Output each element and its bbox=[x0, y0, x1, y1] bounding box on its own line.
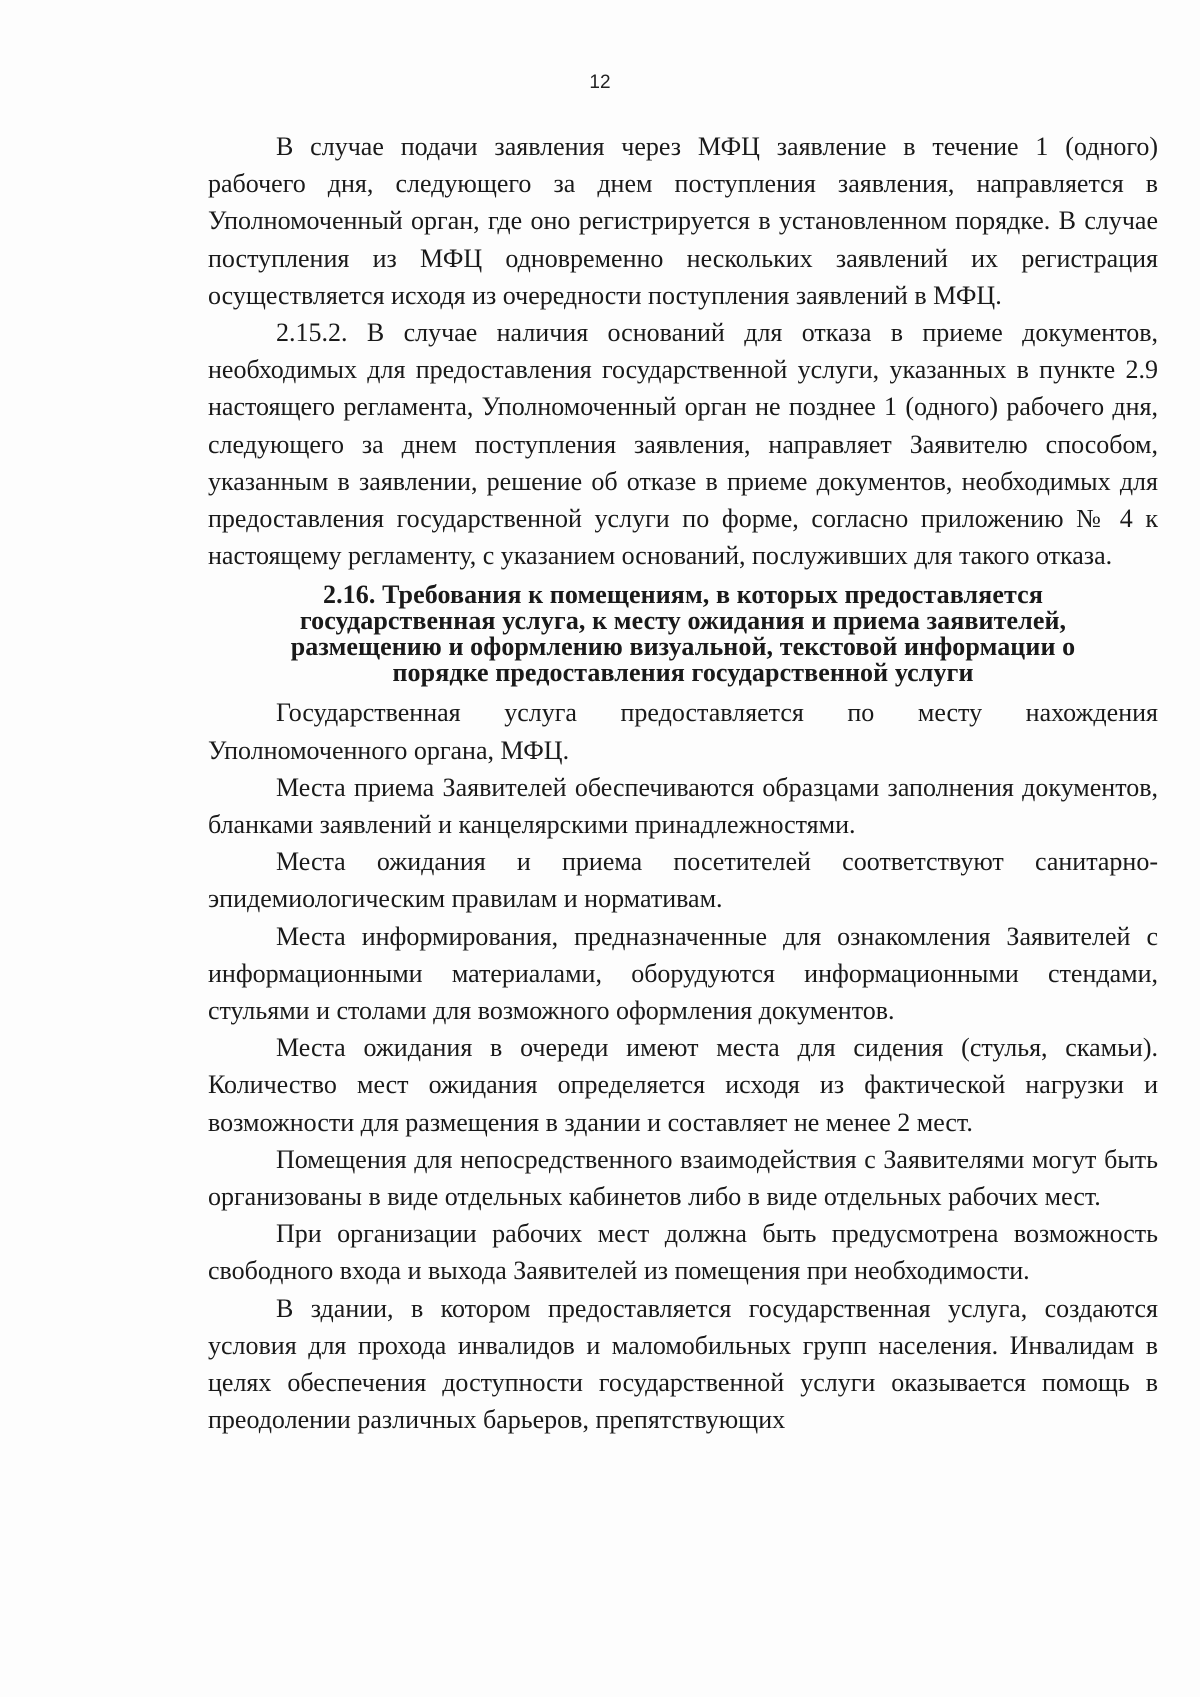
paragraph-2-15-2: 2.15.2. В случае наличия оснований для отказа в приеме документов, необходимых для предоставления государственной услуги, указанных в пункте 2.9 настоящего регламента, Уполномоченный орган не позднее 1 (одного) рабочего дня, следующего за днем поступления заявления, направляет Заявителю способом, указанным в заявлении, решение об отказе в приеме документов, необходимых для предоставления государственной услуги по форме, согласно приложению № 4 к настоящему регламенту, с указанием оснований, послуживших для такого отказа. bbox=[208, 318, 1158, 571]
section-heading-2-16: 2.16. Требования к помещениям, в которых предоставляется государственная услуга, к месту ожидания и приема заявителей, размещению и оформлению визуальной, текстовой информации о порядке предоставления государственной услуги bbox=[290, 580, 1076, 688]
paragraph-workplace-access: При организации рабочих мест должна быть предусмотрена возможность свободного входа и выхода Заявителей из помещения при необходимости. bbox=[208, 1219, 1158, 1286]
page-number: 12 bbox=[589, 72, 611, 93]
document-body bbox=[208, 128, 1158, 1439]
paragraph-information-places: Места информирования, предназначенные для ознакомления Заявителей с информационными материалами, оборудуются информационными стендами, стульями и столами для возможного оформления документов. bbox=[208, 921, 1158, 1026]
paragraph-mfc-submission: В случае подачи заявления через МФЦ заявление в течение 1 (одного) рабочего дня, следующего за днем поступления заявления, направляется в Уполномоченный орган, где оно регистрируется в установленном порядке. В случае поступления из МФЦ одновременно нескольких заявлений их регистрация осуществляется исходя из очередности поступления заявлений в МФЦ. bbox=[208, 132, 1158, 310]
paragraph-reception-places: Места приема Заявителей обеспечиваются образцами заполнения документов, бланками заявлений и канцелярскими принадлежностями. bbox=[208, 772, 1158, 840]
paragraph-queue-seating: Места ожидания в очереди имеют места для сидения (стулья, скамьи). Количество мест ожидания определяется исходя из фактической нагрузки и возможности для размещения в здании и составляет не менее 2 мест. bbox=[208, 1033, 1158, 1137]
paragraph-service-location: Государственная услуга предоставляется по месту нахождения Уполномоченного органа, МФЦ. bbox=[208, 698, 1158, 765]
paragraph-disabled-access: В здании, в котором предоставляется государственная услуга, создаются условия для прохода инвалидов и маломобильных групп населения. Инвалидам в целях обеспечения доступности государственной услуги оказывается помощь в преодолении различных барьеров, препятствующих bbox=[208, 1293, 1158, 1435]
paragraph-interaction-rooms: Помещения для непосредственного взаимодействия с Заявителями могут быть организованы в виде отдельных кабинетов либо в виде отдельных рабочих мест. bbox=[208, 1144, 1158, 1212]
paragraph-waiting-sanitary: Места ожидания и приема посетителей соответствуют санитарно-эпидемиологическим правилам и нормативам. bbox=[208, 847, 1158, 914]
